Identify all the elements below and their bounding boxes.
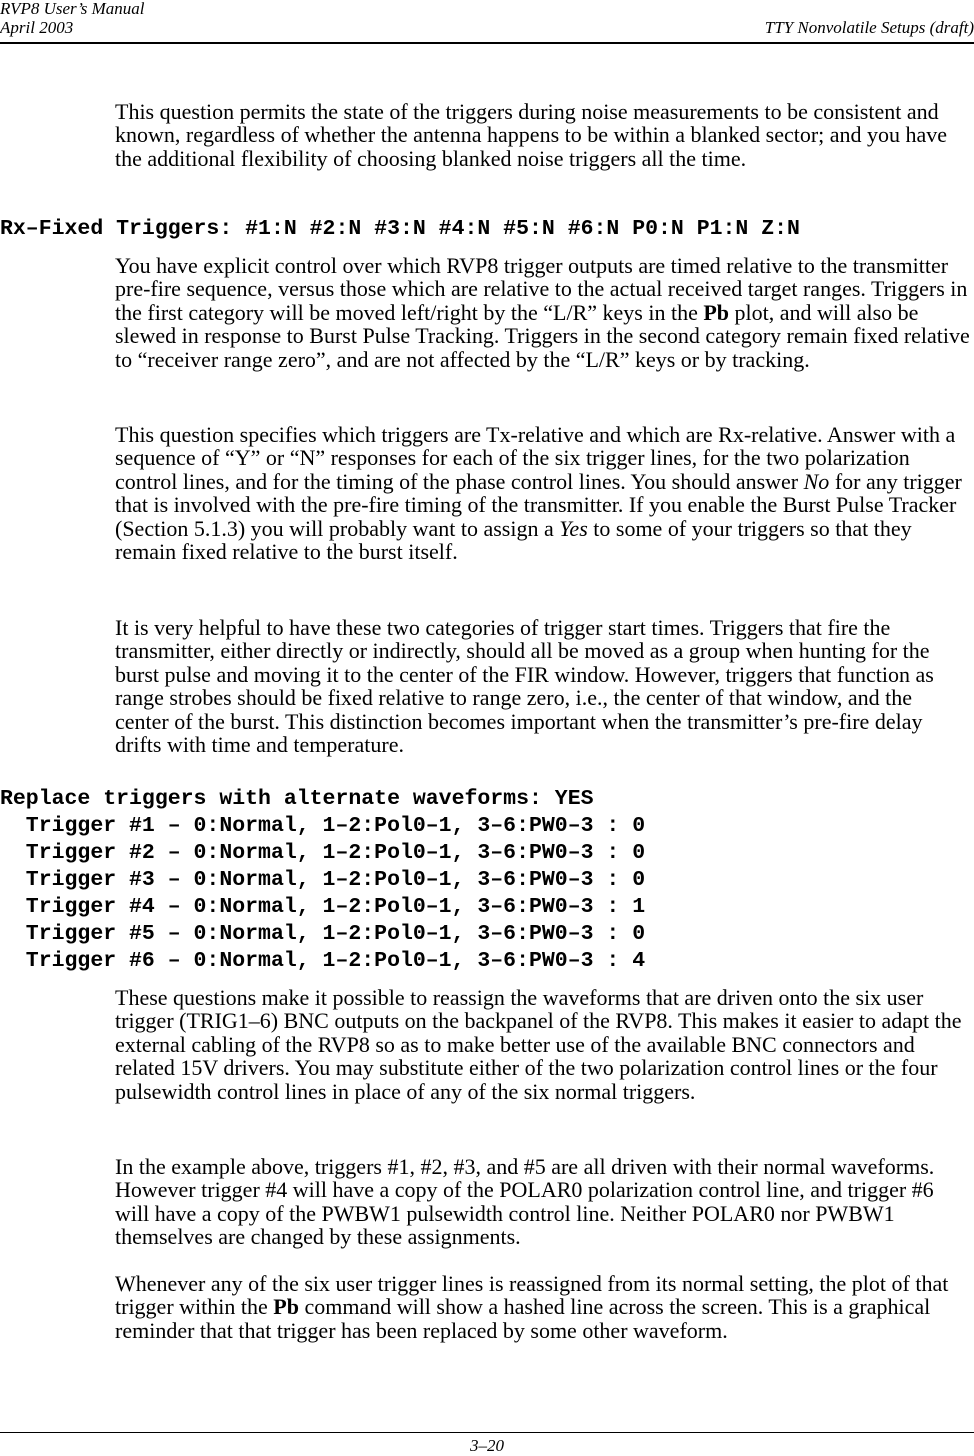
manual-title: RVP8 User’s Manual	[0, 0, 145, 18]
replace-triggers-prompt: Replace triggers with alternate waveforms: YES	[0, 787, 594, 811]
header-rule	[0, 42, 974, 44]
header-date: April 2003	[0, 18, 74, 37]
pb-command-ref-2: Pb	[273, 1294, 299, 1320]
trigger-line-6: Trigger #6 – 0:Normal, 1–2:Pol0–1, 3–6:PW0–3 : 4	[0, 949, 646, 973]
trigger-line-1: Trigger #1 – 0:Normal, 1–2:Pol0–1, 3–6:PW0–3 : 0	[0, 814, 646, 838]
p3-text-c: for any trigger that is involved with the pre-fire timing of the transmitter. If you enable the Burst Pulse Tracker (Section 5.1.3) you will probably want to assign a	[115, 468, 962, 541]
p2-text-c: plot, and will also be slewed in response to Burst Pulse Tracking. Triggers in the second category remain fixed relative to “receiver range zero”, and are not affected by the “L/R” keys or by tracking.	[115, 299, 970, 372]
p7-text-a: Whenever any of the six user trigger lines is reassigned from its normal setting, the plot of that trigger within the	[115, 1271, 949, 1320]
trigger-line-4: Trigger #4 – 0:Normal, 1–2:Pol0–1, 3–6:PW0–3 : 1	[0, 895, 646, 919]
paragraph-reassign-waveforms: These questions make it possible to reassign the waveforms that are driven onto the six user trigger (TRIG1–6) BNC outputs on the backpanel of the RVP8. This makes it easier to adapt the external cabling of the RVP8 so as to make better use of the available BNC connectors and related 15V drivers. You may substitute either of the two polarization control lines or the four pulsewidth control lines in place of any of the six normal triggers.	[115, 985, 962, 1104]
paragraph-example: In the example above, triggers #1, #2, #3, and #5 are all driven with their normal waveforms. However trigger #4 will have a copy of the POLAR0 polarization control line, and trigger #6 will have a copy of the PWBW1 pulsewidth control line. Neither POLAR0 nor PWBW1 themselves are changed by these assignments.	[115, 1154, 935, 1250]
trigger-line-2: Trigger #2 – 0:Normal, 1–2:Pol0–1, 3–6:PW0–3 : 0	[0, 841, 646, 865]
section-title: TTY Nonvolatile Setups (draft)	[764, 18, 974, 37]
paragraph-trigger-categories: It is very helpful to have these two categories of trigger start times. Triggers that fire the transmitter, either directly or indirectly, should all be moved as a group when hunting for the burst pulse and moving it to the center of the FIR window. However, triggers that function as range strobes should be fixed relative to range zero, i.e., the center of that window, and the center of the burst. This distinction becomes important when the transmitter’s pre-fire delay drifts with time and temperature.	[115, 615, 934, 758]
p3-text-a: This question specifies which triggers are Tx-relative and which are Rx-relative. Answer with a sequence of “Y” or “N” responses for each of the six trigger lines, for the two polarization control lines, and for the timing of the phase control lines. You should answer	[115, 422, 956, 494]
footer-rule	[0, 1432, 974, 1433]
answer-yes: Yes	[559, 515, 588, 541]
pb-command-ref: Pb	[703, 299, 730, 325]
p2-text-a: You have explicit control over which RVP8 trigger outputs are timed relative to the transmitter pre-fire sequence, versus those which are relative to the actual received target ranges. Triggers in the first category will be moved left/right by the “L/R” keys in the	[115, 253, 968, 325]
paragraph-explicit-control	[115, 254, 971, 371]
paragraph-tx-rx-relative	[115, 423, 971, 563]
p3-text-e: to some of your triggers so that they remain fixed relative to the burst itself.	[115, 515, 912, 565]
page-header	[0, 0, 974, 46]
trigger-line-3: Trigger #3 – 0:Normal, 1–2:Pol0–1, 3–6:PW0–3 : 0	[0, 868, 646, 892]
p7-text-c: command will show a hashed line across the screen. This is a graphical reminder that that trigger has been replaced by some other waveform.	[115, 1294, 931, 1343]
rx-fixed-triggers-prompt: Rx–Fixed Triggers: #1:N #2:N #3:N #4:N #5:N #6:N P0:N P1:N Z:N	[0, 217, 800, 241]
paragraph-noise-triggers: This question permits the state of the triggers during noise measurements to be consistent and known, regardless of whether the antenna happens to be within a blanked sector; and you have the additional flexibility of choosing blanked noise triggers all the time.	[115, 99, 948, 171]
answer-no: No	[803, 468, 830, 494]
page-number: 3–20	[470, 1436, 504, 1455]
trigger-line-5: Trigger #5 – 0:Normal, 1–2:Pol0–1, 3–6:PW0–3 : 0	[0, 922, 646, 946]
paragraph-hashed-line	[115, 1272, 971, 1342]
